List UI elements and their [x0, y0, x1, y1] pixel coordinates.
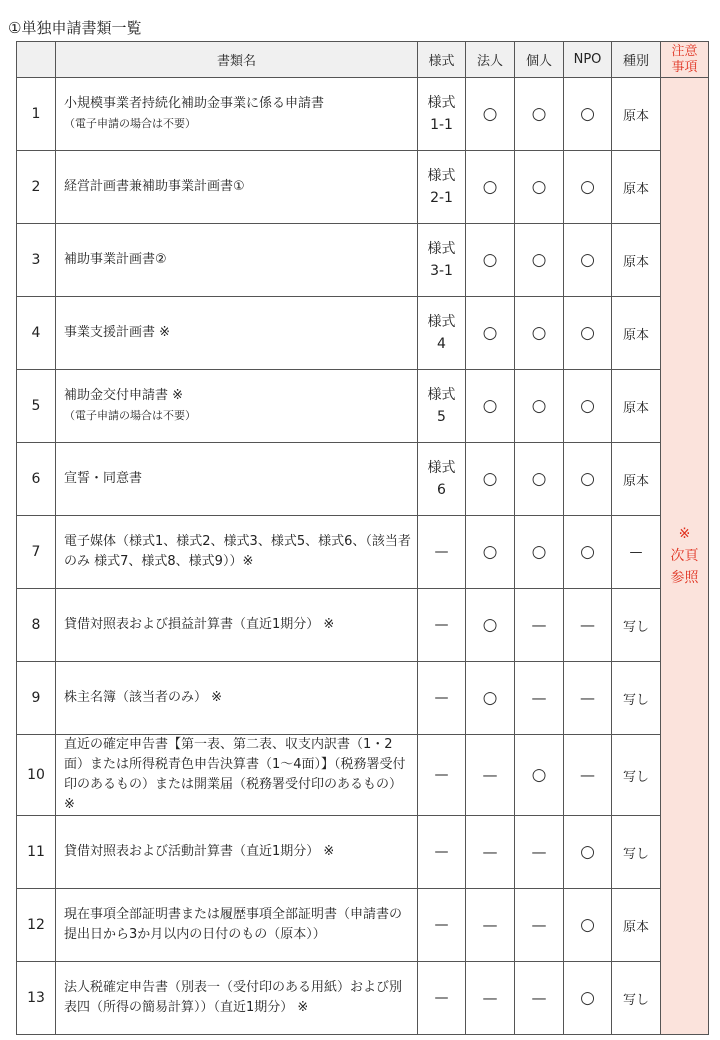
- form-label: —: [434, 690, 449, 706]
- notes-text-1: 次頁: [670, 548, 699, 564]
- page-title: ①単独申請書類一覧: [8, 19, 142, 37]
- form-number-cell: [418, 589, 466, 662]
- document-name-cell: [56, 735, 418, 816]
- applicability-corp: —: [466, 735, 515, 816]
- document-name: 貸借対照表および活動計算書（直近1期分） ※: [64, 844, 335, 859]
- applicability-npo: —: [564, 589, 612, 662]
- row-number: 2: [17, 151, 56, 224]
- document-name: 現在事項全部証明書または履歴事項全部証明書（申請書の提出日から3か月以内の日付のもの（原本））: [64, 907, 403, 942]
- applicability-npo: ○: [564, 816, 612, 889]
- table-row: [17, 816, 709, 889]
- applicability-npo: ○: [564, 224, 612, 297]
- applicability-individual: ○: [515, 224, 564, 297]
- applicability-individual: ○: [515, 297, 564, 370]
- document-name: 宣誓・同意書: [64, 471, 143, 486]
- applicability-corp: ○: [466, 516, 515, 589]
- row-number: 4: [17, 297, 56, 370]
- applicability-individual: —: [515, 662, 564, 735]
- form-number: 4: [437, 336, 446, 352]
- document-name: 事業支援計画書 ※: [64, 325, 171, 340]
- row-number: 13: [17, 962, 56, 1035]
- row-number: 11: [17, 816, 56, 889]
- applicability-corp: ○: [466, 370, 515, 443]
- header-npo: NPO: [564, 42, 612, 78]
- form-label: —: [434, 767, 449, 783]
- form-number-cell: [418, 151, 466, 224]
- applicability-npo: ○: [564, 151, 612, 224]
- applicability-corp: ○: [466, 589, 515, 662]
- form-number-cell: [418, 816, 466, 889]
- header-corporation: 法人: [466, 42, 515, 78]
- form-label: 様式: [427, 314, 456, 330]
- form-number: 5: [437, 409, 446, 425]
- header-no: [17, 42, 56, 78]
- form-number-cell: [418, 370, 466, 443]
- row-number: 10: [17, 735, 56, 816]
- form-number-cell: [418, 735, 466, 816]
- document-kind: 原本: [612, 889, 661, 962]
- table-row: [17, 589, 709, 662]
- form-label: —: [434, 917, 449, 933]
- document-name: 補助事業計画書②: [64, 252, 167, 267]
- applicability-npo: ○: [564, 889, 612, 962]
- form-number-cell: [418, 662, 466, 735]
- header-individual: 個人: [515, 42, 564, 78]
- header-document-name: 書類名: [56, 42, 418, 78]
- applicability-corp: ○: [466, 224, 515, 297]
- applicability-individual: ○: [515, 516, 564, 589]
- document-kind: 原本: [612, 297, 661, 370]
- document-name: 電子媒体（様式1、様式2、様式3、様式5、様式6、（該当者のみ 様式7、様式8、様式9））※: [64, 534, 411, 569]
- form-label: 様式: [427, 95, 456, 111]
- document-kind: —: [612, 516, 661, 589]
- applicability-corp: ○: [466, 662, 515, 735]
- form-label: —: [434, 544, 449, 560]
- document-name-cell: [56, 224, 418, 297]
- row-number: 9: [17, 662, 56, 735]
- applicability-npo: —: [564, 735, 612, 816]
- row-number: 7: [17, 516, 56, 589]
- form-label: —: [434, 990, 449, 1006]
- form-number-cell: [418, 889, 466, 962]
- form-label: —: [434, 617, 449, 633]
- applicability-individual: ○: [515, 370, 564, 443]
- document-name-cell: [56, 889, 418, 962]
- document-name: 株主名簿（該当者のみ） ※: [64, 690, 223, 705]
- applicability-individual: —: [515, 889, 564, 962]
- form-number-cell: [418, 962, 466, 1035]
- applicability-corp: —: [466, 889, 515, 962]
- notes-mark: ※: [678, 526, 691, 542]
- table-row: [17, 297, 709, 370]
- document-kind: 原本: [612, 151, 661, 224]
- form-label: 様式: [427, 387, 456, 403]
- table-row: [17, 735, 709, 816]
- document-name-cell: [56, 516, 418, 589]
- form-number-cell: [418, 78, 466, 151]
- form-label: 様式: [427, 241, 456, 257]
- form-number: 2-1: [430, 190, 453, 206]
- document-name: 法人税確定申告書（別表一（受付印のある用紙）および別表四（所得の簡易計算））（直近1期分） ※: [64, 980, 403, 1015]
- table-row: [17, 151, 709, 224]
- form-number: 3-1: [430, 263, 453, 279]
- row-number: 12: [17, 889, 56, 962]
- document-kind: 原本: [612, 370, 661, 443]
- applicability-npo: ○: [564, 962, 612, 1035]
- applicability-individual: —: [515, 962, 564, 1035]
- applicability-individual: ○: [515, 735, 564, 816]
- row-number: 5: [17, 370, 56, 443]
- row-number: 3: [17, 224, 56, 297]
- applicability-individual: ○: [515, 151, 564, 224]
- applicability-individual: ○: [515, 78, 564, 151]
- row-number: 1: [17, 78, 56, 151]
- form-label: —: [434, 844, 449, 860]
- document-kind: 原本: [612, 78, 661, 151]
- applicability-corp: ○: [466, 151, 515, 224]
- form-number-cell: [418, 516, 466, 589]
- header-notes-line1: 注意: [671, 43, 698, 59]
- document-name-cell: [56, 78, 418, 151]
- table-row: [17, 224, 709, 297]
- document-kind: 写し: [612, 662, 661, 735]
- document-name-cell: [56, 297, 418, 370]
- applicability-npo: —: [564, 662, 612, 735]
- applicability-individual: ○: [515, 443, 564, 516]
- form-label: 様式: [427, 168, 456, 184]
- document-note: （電子申請の場合は不要）: [64, 409, 196, 422]
- document-kind: 写し: [612, 589, 661, 662]
- applicability-npo: ○: [564, 297, 612, 370]
- applicability-corp: —: [466, 816, 515, 889]
- applicability-npo: ○: [564, 370, 612, 443]
- row-number: 6: [17, 443, 56, 516]
- table-row: [17, 78, 709, 151]
- document-name-cell: [56, 589, 418, 662]
- header-kind: 種別: [612, 42, 661, 78]
- applicability-corp: ○: [466, 78, 515, 151]
- header-notes-line2: 事項: [671, 59, 698, 75]
- notes-cell: [661, 78, 709, 1035]
- form-label: 様式: [427, 460, 456, 476]
- document-name-cell: [56, 151, 418, 224]
- document-name-cell: [56, 962, 418, 1035]
- applicability-corp: ○: [466, 443, 515, 516]
- notes-text-2: 参照: [670, 570, 699, 586]
- applicability-npo: ○: [564, 78, 612, 151]
- document-note: （電子申請の場合は不要）: [64, 117, 196, 130]
- form-number: 1-1: [430, 117, 453, 133]
- applicability-npo: ○: [564, 443, 612, 516]
- applicability-corp: ○: [466, 297, 515, 370]
- applicability-individual: —: [515, 816, 564, 889]
- applicability-corp: —: [466, 962, 515, 1035]
- document-name: 補助金交付申請書 ※: [64, 388, 184, 403]
- table-row: [17, 962, 709, 1035]
- document-kind: 写し: [612, 735, 661, 816]
- header-notes: [661, 42, 709, 78]
- form-number: 6: [437, 482, 446, 498]
- table-row: [17, 662, 709, 735]
- document-name-cell: [56, 443, 418, 516]
- document-kind: 原本: [612, 443, 661, 516]
- table-row: [17, 889, 709, 962]
- document-kind: 原本: [612, 224, 661, 297]
- document-name-cell: [56, 370, 418, 443]
- table-row: [17, 443, 709, 516]
- document-name: 直近の確定申告書【第一表、第二表、収支内訳書（1・2面）または所得税青色申告決算書（1〜4面）】（税務署受付印のあるもの）または開業届（税務署受付印のあるもの） ※: [64, 737, 406, 812]
- document-name: 貸借対照表および損益計算書（直近1期分） ※: [64, 617, 335, 632]
- form-number-cell: [418, 297, 466, 370]
- form-number-cell: [418, 443, 466, 516]
- row-number: 8: [17, 589, 56, 662]
- documents-table: [16, 41, 709, 1035]
- form-number-cell: [418, 224, 466, 297]
- document-kind: 写し: [612, 962, 661, 1035]
- table-row: [17, 370, 709, 443]
- document-kind: 写し: [612, 816, 661, 889]
- applicability-npo: ○: [564, 516, 612, 589]
- document-name-cell: [56, 662, 418, 735]
- document-name-cell: [56, 816, 418, 889]
- document-name: 小規模事業者持続化補助金事業に係る申請書: [64, 96, 325, 111]
- document-name: 経営計画書兼補助事業計画書①: [64, 179, 245, 194]
- table-row: [17, 516, 709, 589]
- header-form: 様式: [418, 42, 466, 78]
- applicability-individual: —: [515, 589, 564, 662]
- header-row: [17, 42, 709, 78]
